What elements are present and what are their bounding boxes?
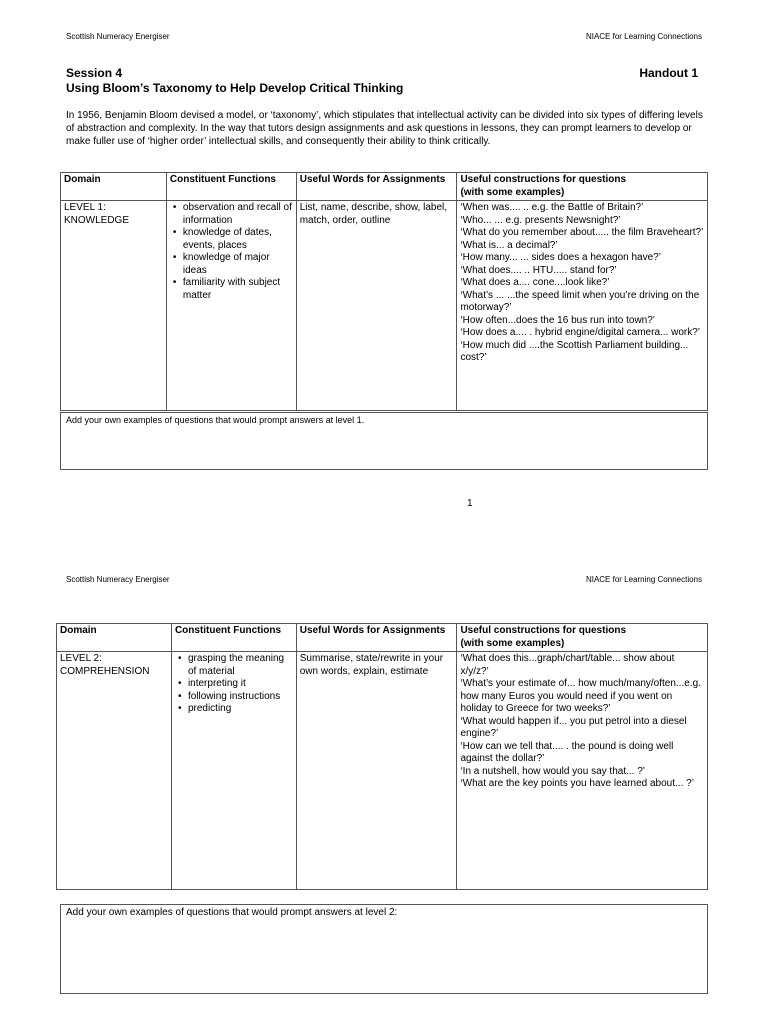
question-example: ‘What is... a decimal?’ xyxy=(460,239,558,251)
question-example: ‘How does a.... . hybrid engine/digital camera... work?’ xyxy=(460,327,701,338)
functions-list xyxy=(178,653,293,716)
level-1-answer-box[interactable] xyxy=(60,412,708,470)
page-title: Using Bloom’s Taxonomy to Help Develop Critical Thinking xyxy=(66,81,404,95)
question-example: ‘What does.... .. HTU..... stand for?’ xyxy=(460,264,617,276)
list-item: • observation and recall of information xyxy=(173,202,293,227)
session-label: Session 4 xyxy=(66,66,123,80)
level-1-answer-prompt: Add your own examples of questions that would prompt answers at level 1. xyxy=(66,415,365,425)
page-header-left: Scottish Numeracy Energiser xyxy=(66,32,170,41)
questions-cell xyxy=(457,201,708,411)
questions-cell xyxy=(457,652,708,890)
question-example: ‘How many... ... sides does a hexagon have?’ xyxy=(460,252,661,263)
list-item: • familiarity with subject matter xyxy=(173,277,293,302)
question-example: ‘Who... ... e.g. presents Newsnight?’ xyxy=(460,214,621,226)
functions-cell xyxy=(171,652,296,890)
header-domain: Domain xyxy=(57,624,172,652)
taxonomy-table-level-1 xyxy=(60,172,708,411)
page-header-right: NIACE for Learning Connections xyxy=(585,32,702,41)
question-example: ‘What are the key points you have learned about... ?’ xyxy=(460,778,694,789)
domain-cell: LEVEL 2: COMPREHENSION xyxy=(57,652,172,890)
level-2-answer-prompt: Add your own examples of questions that would prompt answers at level 2: xyxy=(66,907,398,918)
question-example: ‘How much did ....the Scottish Parliament building... cost?’ xyxy=(460,339,689,363)
domain-cell: LEVEL 1: KNOWLEDGE xyxy=(61,201,167,411)
header-words: Useful Words for Assignments xyxy=(296,624,457,652)
list-item: • knowledge of dates, events, places xyxy=(173,227,293,252)
header-questions-line2: (with some examples) xyxy=(460,186,565,198)
question-example: ‘What’s ... ...the speed limit when you’re driving on the motorway?’ xyxy=(460,289,700,313)
functions-list xyxy=(173,202,293,302)
header-questions-line2: (with some examples) xyxy=(460,637,565,649)
question-example: ‘How can we tell that.... . the pound is doing well against the dollar?’ xyxy=(460,740,674,764)
list-item: • interpreting it xyxy=(178,678,293,691)
table-header-row xyxy=(57,624,708,652)
page-header-right: NIACE for Learning Connections xyxy=(585,575,702,584)
list-item: • following instructions xyxy=(178,691,293,704)
question-example: ‘What does this...graph/chart/table... show about x/y/z?’ xyxy=(460,653,675,677)
header-questions xyxy=(457,624,708,652)
question-example: ‘When was.... .. e.g. the Battle of Britain?’ xyxy=(460,202,644,213)
question-example: ‘In a nutshell, how would you say that... ?’ xyxy=(460,765,645,777)
functions-cell xyxy=(166,201,296,411)
header-questions xyxy=(457,173,708,201)
header-questions-line1: Useful constructions for questions xyxy=(460,174,627,185)
words-cell: Summarise, state/rewrite in your own words, explain, estimate xyxy=(296,652,457,890)
table-row xyxy=(57,652,708,890)
page-number: 1 xyxy=(467,498,473,509)
list-item: • knowledge of major ideas xyxy=(173,252,293,277)
question-example: ‘What do you remember about..... the film Braveheart?’ xyxy=(460,227,704,238)
header-domain: Domain xyxy=(61,173,167,201)
question-example: ‘How often...does the 16 bus run into town?’ xyxy=(460,314,656,326)
table-header-row xyxy=(61,173,708,201)
table-row xyxy=(61,201,708,411)
list-item: • predicting xyxy=(178,703,293,716)
level-2-answer-box[interactable] xyxy=(60,904,708,994)
header-questions-line1: Useful constructions for questions xyxy=(460,625,627,636)
handout-label: Handout 1 xyxy=(639,66,698,80)
question-example: ‘What would happen if... you put petrol into a diesel engine?’ xyxy=(460,715,687,739)
page-header-left: Scottish Numeracy Energiser xyxy=(66,575,170,584)
header-words: Useful Words for Assignments xyxy=(296,173,457,201)
taxonomy-table-level-2 xyxy=(56,623,708,890)
intro-paragraph: In 1956, Benjamin Bloom devised a model, or ‘taxonomy’, which stipulates that intellectual activity can be divided into six types of differing levels of abstraction and complexity. In the way that tutors design assignments and ask questions in lessons, they can prompt learners to develop or make fuller use of ‘higher order’ intellectual skills, and consequently their ability to think critically. xyxy=(66,110,703,147)
question-example: ‘What does a.... cone....look like?’ xyxy=(460,277,610,288)
question-example: ‘What’s your estimate of... how much/many/often...e.g. how many Euros you would need if you went on holiday to Greece for two weeks?’ xyxy=(460,678,701,714)
list-item: • grasping the meaning of material xyxy=(178,653,293,678)
header-functions: Constituent Functions xyxy=(171,624,296,652)
header-functions: Constituent Functions xyxy=(166,173,296,201)
words-cell: List, name, describe, show, label, match, order, outline xyxy=(296,201,457,411)
